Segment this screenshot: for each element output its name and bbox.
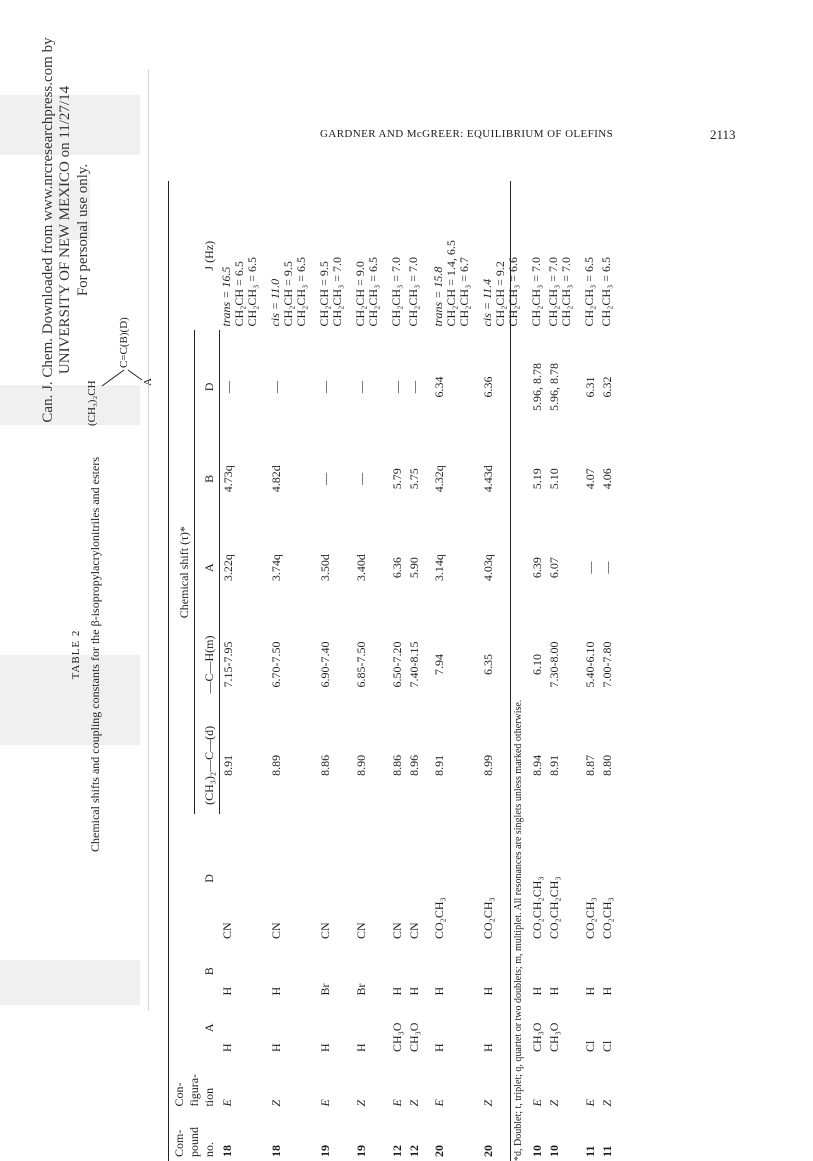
configuration-cell: E: [220, 1099, 234, 1107]
running-head: GARDNER AND McGREER: EQUILIBRIUM OF OLEFINS: [320, 128, 614, 140]
ch3-shift-cell: 8.94: [530, 754, 544, 776]
b-cell: H: [481, 986, 495, 996]
table-row: [260, 181, 309, 1161]
shift-a-cell: 4.03q: [481, 554, 495, 582]
coupling-constant-line: CH₂CH = 9.5: [281, 261, 295, 327]
header-shift-b: B: [194, 434, 219, 523]
coupling-constant-line: CH₂CH₃ = 6.5: [366, 256, 380, 327]
ch-shift-cell: 6.50-7.20: [390, 641, 404, 688]
coupling-constant-line: CH₂CH₃ = 6.7: [457, 256, 471, 327]
table-title: TABLE 2: [70, 629, 82, 680]
ch-shift-cell: 7.00-7.80: [600, 641, 614, 688]
configuration-cell: Z: [547, 1099, 561, 1107]
coupling-constant-cell: [521, 181, 546, 330]
compound-no-cell: 20: [432, 1145, 446, 1157]
page-number: 2113: [710, 127, 736, 142]
configuration-cell: E: [318, 1099, 332, 1107]
header-configuration: Con- figura- tion: [172, 1073, 216, 1107]
a-cell: H: [432, 1043, 446, 1053]
shift-a-cell: 6.39: [530, 557, 544, 579]
a-cell: H: [481, 1043, 495, 1053]
a-cell: CH₃O: [390, 1022, 404, 1053]
compound-no-cell: 12: [390, 1145, 404, 1157]
compound-no-cell: 11: [600, 1145, 614, 1157]
a-cell: H: [220, 1043, 234, 1053]
b-cell: Br: [318, 983, 332, 996]
ch-shift-cell: 7.30-8.00: [547, 641, 561, 688]
b-cell: H: [530, 986, 544, 996]
shift-b-cell: 4.32q: [432, 465, 446, 493]
coupling-constant-line: CH₂CH = 9.2: [493, 261, 507, 327]
shift-d-cell: —: [390, 380, 404, 393]
shift-b-cell: —: [354, 472, 368, 485]
d-cell: CN: [390, 922, 404, 940]
a-cell: Cl: [600, 1040, 614, 1053]
shift-d-cell: —: [407, 380, 421, 393]
ch-shift-cell: 7.15-7.95: [220, 641, 235, 688]
table-footnote: *d, Doublet; t, triplet; q, quartet or two doublets; m, multiplet. All resonances are singlets unless marked otherwise.: [510, 181, 524, 1161]
shift-b-cell: 5.75: [407, 468, 421, 490]
b-cell: H: [432, 986, 446, 996]
structure-diagram: [80, 276, 158, 426]
configuration-cell: Z: [269, 1099, 283, 1107]
shift-b-cell: 4.82d: [269, 465, 283, 493]
shift-b-cell: 4.73q: [220, 465, 235, 493]
table-row: [345, 181, 381, 1161]
table-row: [381, 181, 406, 1161]
configuration-cell: E: [432, 1099, 446, 1107]
header-chemical-shift: Chemical shift (τ)*: [169, 330, 195, 813]
coupling-constant-cell: [599, 181, 616, 330]
coupling-constant-line: CH₂CH₃ = 6.5: [599, 256, 613, 327]
compound-no-cell: 12: [407, 1145, 421, 1157]
ch3-shift-cell: 8.80: [600, 754, 614, 776]
coupling-constant-line: CH₂CH = 6.5: [232, 261, 246, 327]
table-row: [546, 181, 574, 1161]
shift-a-cell: 6.07: [547, 557, 561, 579]
d-cell: CN: [407, 922, 421, 940]
coupling-constant-cell: [219, 181, 260, 330]
d-cell: CO₂CH₃: [481, 897, 495, 940]
coupling-constant-line: CH₂CH = 1.4, 6.5: [444, 240, 458, 327]
table-row: [599, 181, 616, 1161]
ch3-shift-cell: 8.89: [269, 754, 283, 776]
shift-a-cell: 3.22q: [220, 554, 235, 582]
header-shift-a: A: [194, 523, 219, 612]
ch3-shift-cell: 8.96: [407, 754, 421, 776]
shift-b-cell: —: [318, 472, 332, 485]
table-caption: Chemical shifts and coupling constants for the β-isopropylacrylonitriles and esters: [88, 457, 102, 853]
header-ch: —C—H(m): [194, 612, 219, 717]
coupling-constant-cell: [406, 181, 423, 330]
coupling-constant-cell: [423, 181, 472, 330]
b-cell: H: [220, 986, 234, 996]
configuration-cell: Z: [600, 1099, 614, 1107]
structure-bottom-label: A: [142, 378, 154, 386]
header-d: D: [202, 874, 216, 883]
compound-no-cell: 18: [269, 1145, 283, 1157]
table-row: [219, 181, 260, 1161]
shift-d-cell: —: [220, 380, 235, 393]
compound-no-cell: 11: [583, 1145, 597, 1157]
shift-b-cell: 5.10: [547, 468, 561, 490]
coupling-constant-line: CH₂CH₃ = 7.0: [559, 256, 573, 327]
b-cell: H: [600, 986, 614, 996]
a-cell: H: [318, 1043, 332, 1053]
ch3-shift-cell: 8.99: [481, 754, 495, 776]
header-shift-d: D: [194, 340, 219, 435]
b-cell: H: [269, 986, 283, 996]
b-cell: H: [583, 986, 597, 996]
d-cell: CN: [354, 922, 368, 940]
configuration-cell: Z: [481, 1099, 495, 1107]
d-cell: CN: [269, 922, 283, 940]
a-cell: Cl: [583, 1040, 597, 1053]
configuration-cell: E: [390, 1099, 404, 1107]
b-cell: H: [390, 986, 404, 996]
header-j: J (Hz): [202, 240, 216, 271]
shift-a-cell: 3.74q: [269, 554, 283, 582]
a-cell: CH₃O: [547, 1022, 561, 1053]
ch3-shift-cell: 8.91: [547, 754, 561, 776]
coupling-constant-cell: [345, 181, 381, 330]
shift-b-cell: 4.06: [600, 468, 614, 490]
ch3-shift-cell: 8.91: [432, 754, 446, 776]
ch-shift-cell: 7.40-8.15: [407, 641, 421, 688]
coupling-constant-cell: [574, 181, 599, 330]
ch3-shift-cell: 8.87: [583, 754, 597, 776]
data-table: [168, 181, 616, 1161]
shift-d-cell: —: [354, 380, 368, 393]
shift-d-cell: 5.96, 8.78: [530, 362, 544, 411]
compound-no-cell: 19: [354, 1145, 368, 1157]
ch-shift-cell: 5.40-6.10: [583, 641, 597, 688]
shift-b-cell: 5.19: [530, 468, 544, 490]
b-cell: H: [547, 986, 561, 996]
d-cell: CO₂CH₃: [600, 897, 614, 940]
table-row: [423, 181, 472, 1161]
b-cell: H: [407, 986, 421, 996]
coupling-constant-cell: [546, 181, 574, 330]
coupling-constant-line: CH₂CH = 9.5: [317, 261, 331, 327]
configuration-cell: Z: [407, 1099, 421, 1107]
header-compound-no: Com- pound no.: [172, 1127, 216, 1157]
a-cell: CH₃O: [530, 1022, 544, 1053]
ch-shift-cell: 6.90-7.40: [318, 641, 332, 688]
d-cell: CO₂CH₂CH₃: [530, 876, 544, 940]
coupling-constant-line: CH₂CH₃ = 7.0: [330, 256, 344, 327]
structure-bonds: [80, 276, 158, 426]
shift-a-cell: —: [583, 561, 597, 574]
table-row: [521, 181, 546, 1161]
coupling-constant-line: CH₂CH₃ = 6.5: [245, 256, 259, 327]
coupling-constant-line: trans = 15.8: [431, 266, 445, 327]
shift-a-cell: 3.14q: [432, 554, 446, 582]
coupling-constant-line: cis = 11.4: [480, 278, 494, 327]
shift-d-cell: 6.34: [432, 376, 446, 398]
watermark-line-1: Can. J. Chem. Downloaded from www.nrcresearchpress.com by UNIVERSITY OF NEW MEXICO on 11/27/14: [40, 37, 74, 423]
shift-b-cell: 4.43d: [481, 465, 495, 493]
ch-shift-cell: 6.85-7.50: [354, 641, 368, 688]
rotated-table-region: [70, 148, 614, 1161]
coupling-constant-line: CH₂CH₃ = 7.0: [546, 256, 560, 327]
ch3-shift-cell: 8.86: [318, 754, 332, 776]
shift-d-cell: —: [269, 380, 283, 393]
coupling-constant-line: CH₂CH₃ = 7.0: [389, 256, 403, 327]
shift-d-cell: —: [318, 380, 332, 393]
a-cell: H: [269, 1043, 283, 1053]
coupling-constant-cell: [309, 181, 345, 330]
shift-d-cell: 5.96, 8.78: [547, 362, 561, 411]
header-b: B: [202, 967, 216, 976]
shift-a-cell: 5.90: [407, 557, 421, 579]
coupling-constant-line: CH₂CH₃ = 6.5: [294, 256, 308, 327]
compound-no-cell: 10: [530, 1145, 544, 1157]
shift-a-cell: —: [600, 561, 614, 574]
d-cell: CN: [318, 922, 332, 940]
coupling-constant-cell: [381, 181, 406, 330]
a-cell: CH₃O: [407, 1022, 421, 1053]
coupling-constant-line: CH₂CH₃ = 6.5: [582, 256, 596, 327]
configuration-cell: E: [530, 1099, 544, 1107]
ch3-shift-cell: 8.90: [354, 754, 368, 776]
d-cell: CO₂CH₃: [583, 897, 597, 940]
coupling-constant-cell: [260, 181, 309, 330]
coupling-constant-line: trans = 16.5: [219, 266, 233, 327]
ch-shift-cell: 6.70-7.50: [269, 641, 283, 688]
header-ch3: (CH₃)₂—C—(d): [194, 717, 219, 814]
table-row: [574, 181, 599, 1161]
d-cell: CN: [220, 922, 234, 940]
ch3-shift-cell: 8.86: [390, 754, 404, 776]
shift-a-cell: 6.36: [390, 557, 404, 579]
ch-shift-cell: 7.94: [432, 654, 446, 675]
ch-shift-cell: 6.35: [481, 654, 495, 675]
header-a: A: [202, 1023, 216, 1033]
shift-d-cell: 6.31: [583, 376, 597, 398]
coupling-constant-line: cis = 11.0: [268, 278, 282, 327]
coupling-constant-line: CH₂CH₃ = 7.0: [406, 256, 420, 327]
coupling-constant-line: CH₂CH₃ = 6.6: [506, 256, 520, 327]
configuration-cell: E: [583, 1099, 597, 1107]
ch3-shift-cell: 8.91: [220, 754, 235, 776]
shift-b-cell: 4.07: [583, 468, 597, 490]
configuration-cell: Z: [354, 1099, 368, 1107]
compound-no-cell: 20: [481, 1145, 495, 1157]
shift-b-cell: 5.79: [390, 468, 404, 490]
structure-right-label: C=C(B)(D): [118, 317, 130, 368]
d-cell: CO₂CH₃: [432, 897, 446, 940]
compound-no-cell: 19: [318, 1145, 332, 1157]
ch-shift-cell: 6.10: [530, 654, 544, 675]
compound-no-cell: 10: [547, 1145, 561, 1157]
table-row: [406, 181, 423, 1161]
coupling-constant-line: CH₂CH₃ = 7.0: [529, 256, 543, 327]
watermark-line-2: For personal use only.: [74, 163, 91, 297]
b-cell: Br: [354, 983, 368, 996]
a-cell: H: [354, 1043, 368, 1053]
shift-a-cell: 3.50d: [318, 554, 332, 582]
d-cell: CO₂CH₂CH₃: [547, 876, 561, 940]
table-row: [309, 181, 345, 1161]
shift-d-cell: 6.32: [600, 376, 614, 398]
structure-top-label: (CH₃)₂CH: [86, 380, 98, 426]
shift-d-cell: 6.36: [481, 376, 495, 398]
compound-no-cell: 18: [220, 1145, 234, 1157]
coupling-constant-line: CH₂CH = 9.0: [353, 261, 367, 327]
shift-a-cell: 3.40d: [354, 554, 368, 582]
